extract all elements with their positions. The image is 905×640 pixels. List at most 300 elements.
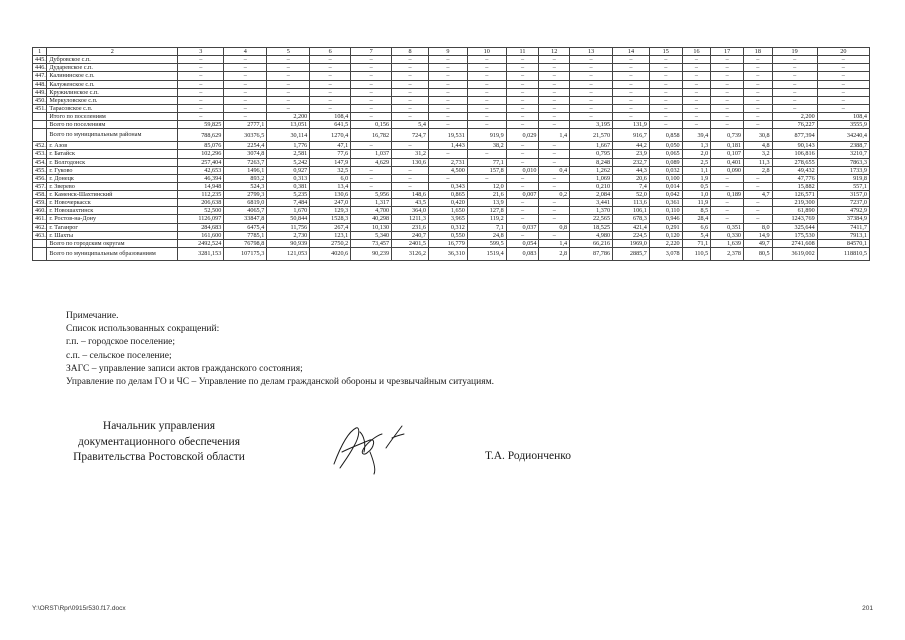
value-cell: – [428, 113, 467, 121]
value-cell: – [178, 113, 224, 121]
value-cell: 1496,1 [224, 166, 267, 174]
column-number-header: 3 [178, 48, 224, 56]
value-cell: – [744, 174, 773, 182]
value-cell: – [744, 104, 773, 112]
value-cell: – [613, 88, 650, 96]
value-cell: 21,6 [467, 191, 506, 199]
value-cell: 206,638 [178, 199, 224, 207]
value-cell: – [744, 56, 773, 64]
table-row [33, 207, 870, 215]
territory-name-cell: Калининское с.п. [47, 72, 178, 80]
value-cell: 0,927 [267, 166, 310, 174]
value-cell: – [506, 215, 539, 223]
value-cell: – [267, 88, 310, 96]
value-cell: 0,054 [506, 239, 539, 247]
value-cell: – [224, 104, 267, 112]
value-cell: – [392, 96, 429, 104]
value-cell: – [178, 96, 224, 104]
table-row [33, 174, 870, 182]
value-cell: – [649, 56, 682, 64]
value-cell: – [539, 56, 570, 64]
data-table [32, 47, 870, 261]
row-number-cell: 450. [33, 96, 47, 104]
value-cell: 15,882 [772, 182, 817, 190]
value-cell: 108,4 [310, 113, 351, 121]
value-cell: 44,2 [613, 142, 650, 150]
value-cell: 240,7 [392, 231, 429, 239]
value-cell: – [711, 56, 744, 64]
value-cell: – [817, 56, 869, 64]
value-cell: 231,6 [392, 223, 429, 231]
value-cell: 119,2 [467, 215, 506, 223]
handwritten-signature [330, 418, 410, 476]
value-cell: – [428, 64, 467, 72]
value-cell: – [506, 88, 539, 96]
value-cell: – [224, 88, 267, 96]
value-cell: 130,6 [392, 158, 429, 166]
value-cell: 90,239 [351, 247, 392, 260]
value-cell: 1,4 [539, 129, 570, 142]
value-cell: – [178, 64, 224, 72]
value-cell: 421,4 [613, 223, 650, 231]
value-cell: 7,1 [467, 223, 506, 231]
value-cell: 2777,1 [224, 121, 267, 129]
value-cell: – [613, 104, 650, 112]
value-cell: 1,776 [267, 142, 310, 150]
value-cell: – [649, 80, 682, 88]
value-cell: 11,9 [682, 199, 711, 207]
value-cell: – [351, 80, 392, 88]
value-cell: – [506, 80, 539, 88]
value-cell: 0,042 [649, 191, 682, 199]
table-row [33, 56, 870, 64]
value-cell: 84570,1 [817, 239, 869, 247]
value-cell: 13,4 [310, 182, 351, 190]
value-cell: 0,351 [711, 223, 744, 231]
value-cell: 8,0 [744, 223, 773, 231]
territory-name-cell: Всего по городским округам [47, 239, 178, 247]
value-cell: – [539, 199, 570, 207]
value-cell: 3074,8 [224, 150, 267, 158]
value-cell: – [649, 96, 682, 104]
value-cell: 1,9 [682, 174, 711, 182]
value-cell: 77,6 [310, 150, 351, 158]
value-cell: – [649, 88, 682, 96]
value-cell: 1,639 [711, 239, 744, 247]
value-cell: 5,956 [351, 191, 392, 199]
value-cell: 18,525 [570, 223, 613, 231]
value-cell: 90,143 [772, 142, 817, 150]
value-cell: 2,200 [267, 113, 310, 121]
value-cell: – [711, 80, 744, 88]
value-cell: – [351, 64, 392, 72]
value-cell: 106,816 [772, 150, 817, 158]
value-cell: 0,291 [649, 223, 682, 231]
value-cell: 61,890 [772, 207, 817, 215]
value-cell: 5,242 [267, 158, 310, 166]
value-cell: 0,090 [711, 166, 744, 174]
value-cell: 0,083 [506, 247, 539, 260]
value-cell: – [506, 72, 539, 80]
value-cell: 22,565 [570, 215, 613, 223]
row-number-cell [33, 121, 47, 129]
value-cell: – [744, 182, 773, 190]
value-cell: 8,248 [570, 158, 613, 166]
value-cell: – [428, 88, 467, 96]
column-number-header: 10 [467, 48, 506, 56]
table-row [33, 150, 870, 158]
table-row [33, 231, 870, 239]
row-number-cell: 451. [33, 104, 47, 112]
column-number-header: 8 [392, 48, 429, 56]
value-cell: 38,2 [467, 142, 506, 150]
value-cell: – [711, 96, 744, 104]
value-cell: 123,1 [310, 231, 351, 239]
value-cell: 47,776 [772, 174, 817, 182]
value-cell: – [682, 64, 711, 72]
value-cell: – [817, 104, 869, 112]
value-cell: – [267, 96, 310, 104]
footer-file-path: Y:\ORST\Rpr\0915r530.f17.docx [32, 605, 126, 612]
value-cell: – [711, 207, 744, 215]
value-cell: – [539, 104, 570, 112]
value-cell: – [506, 174, 539, 182]
value-cell: 1,0 [682, 191, 711, 199]
value-cell: 0,014 [649, 182, 682, 190]
value-cell: 5,340 [351, 231, 392, 239]
value-cell: 224,5 [613, 231, 650, 239]
value-cell: 16,779 [428, 239, 467, 247]
value-cell: – [711, 113, 744, 121]
table-row [33, 166, 870, 174]
value-cell: – [267, 104, 310, 112]
row-number-cell: 446. [33, 64, 47, 72]
value-cell: 39,4 [682, 129, 711, 142]
value-cell: 0,420 [428, 199, 467, 207]
value-cell: 0,110 [649, 207, 682, 215]
value-cell: – [539, 96, 570, 104]
value-cell: 28,4 [682, 215, 711, 223]
column-number-header: 15 [649, 48, 682, 56]
value-cell: – [178, 88, 224, 96]
value-cell: – [539, 158, 570, 166]
value-cell: – [539, 113, 570, 121]
value-cell: – [649, 113, 682, 121]
value-cell: 1243,769 [772, 215, 817, 223]
value-cell: 11,756 [267, 223, 310, 231]
territory-name-cell: Кружилинское с.п. [47, 88, 178, 96]
territory-name-cell: г. Азов [47, 142, 178, 150]
value-cell: 6,0 [310, 174, 351, 182]
value-cell: 1519,4 [467, 247, 506, 260]
notes-title: Примечание. [66, 311, 119, 321]
table-row [33, 121, 870, 129]
value-cell: – [351, 142, 392, 150]
value-cell: 23,9 [613, 150, 650, 158]
value-cell: 130,6 [310, 191, 351, 199]
value-cell: – [711, 199, 744, 207]
row-number-cell: 455. [33, 166, 47, 174]
value-cell: – [682, 56, 711, 64]
value-cell: 12,0 [467, 182, 506, 190]
value-cell: 0,795 [570, 150, 613, 158]
column-number-header: 9 [428, 48, 467, 56]
value-cell: 232,7 [613, 158, 650, 166]
value-cell: – [649, 121, 682, 129]
table-row [33, 80, 870, 88]
row-number-cell: 445. [33, 56, 47, 64]
value-cell: 13,9 [467, 199, 506, 207]
value-cell: – [224, 64, 267, 72]
value-cell: – [744, 121, 773, 129]
value-cell: 3619,002 [772, 247, 817, 260]
value-cell: 30376,5 [224, 129, 267, 142]
value-cell: – [310, 96, 351, 104]
value-cell: 0,4 [539, 166, 570, 174]
value-cell: 107175,3 [224, 247, 267, 260]
value-cell: – [428, 80, 467, 88]
value-cell: 13,051 [267, 121, 310, 129]
page-number: 201 [862, 605, 873, 612]
value-cell: 43,5 [392, 199, 429, 207]
value-cell: – [711, 88, 744, 96]
value-cell: 284,683 [178, 223, 224, 231]
territory-name-cell: г. Донецк [47, 174, 178, 182]
value-cell: 44,3 [613, 166, 650, 174]
value-cell: 110,5 [682, 247, 711, 260]
value-cell: 3,2 [744, 150, 773, 158]
territory-name-cell: Калуженское с.п. [47, 80, 178, 88]
value-cell: – [351, 113, 392, 121]
value-cell: 0,065 [649, 150, 682, 158]
signatory-title-line: Правительства Ростовской области [73, 451, 245, 463]
value-cell: 278,655 [772, 158, 817, 166]
value-cell: – [539, 207, 570, 215]
value-cell: – [467, 96, 506, 104]
value-cell: – [392, 80, 429, 88]
value-cell: 724,7 [392, 129, 429, 142]
value-cell: – [711, 174, 744, 182]
value-cell: 49,7 [744, 239, 773, 247]
value-cell: – [539, 142, 570, 150]
value-cell: – [711, 64, 744, 72]
value-cell: 161,600 [178, 231, 224, 239]
value-cell: – [428, 72, 467, 80]
value-cell: – [467, 150, 506, 158]
value-cell: – [539, 231, 570, 239]
value-cell: 2750,2 [310, 239, 351, 247]
column-number-header: 7 [351, 48, 392, 56]
territory-name-cell: Итого по поселениям [47, 113, 178, 121]
value-cell: – [682, 104, 711, 112]
value-cell: 30,8 [744, 129, 773, 142]
value-cell: 3,078 [649, 247, 682, 260]
value-cell: – [178, 80, 224, 88]
value-cell: 0,343 [428, 182, 467, 190]
value-cell: 77,1 [467, 158, 506, 166]
value-cell: 1733,9 [817, 166, 869, 174]
value-cell: – [817, 88, 869, 96]
value-cell: 0,401 [711, 158, 744, 166]
value-cell: 102,296 [178, 150, 224, 158]
value-cell: – [267, 80, 310, 88]
value-cell: 66,216 [570, 239, 613, 247]
value-cell: – [539, 182, 570, 190]
value-cell: 2,084 [570, 191, 613, 199]
value-cell: 0,107 [711, 150, 744, 158]
territory-name-cell: г. Волгодонск [47, 158, 178, 166]
value-cell: 877,394 [772, 129, 817, 142]
value-cell: 59,825 [178, 121, 224, 129]
row-number-cell [33, 239, 47, 247]
value-cell: 3,965 [428, 215, 467, 223]
notes-item: ЗАГС – управление записи актов гражданского состояния; [66, 363, 303, 374]
column-number-header: 14 [613, 48, 650, 56]
value-cell: – [224, 80, 267, 88]
value-cell: – [506, 64, 539, 72]
table-row [33, 88, 870, 96]
value-cell: 4,7 [744, 191, 773, 199]
notes-item: Управление по делам ГО и ЧС – Управление по делам гражданской обороны и чрезвычайным ситуациям. [66, 377, 494, 388]
value-cell: 106,1 [613, 207, 650, 215]
value-cell: 0,550 [428, 231, 467, 239]
table-body [33, 48, 870, 261]
value-cell: 127,8 [467, 207, 506, 215]
value-cell: – [613, 72, 650, 80]
value-cell: 30,114 [267, 129, 310, 142]
value-cell: 1,037 [351, 150, 392, 158]
value-cell: – [506, 158, 539, 166]
column-number-header: 2 [47, 48, 178, 56]
territory-name-cell: г. Новочеркасск [47, 199, 178, 207]
value-cell: 1,1 [682, 166, 711, 174]
value-cell: – [682, 113, 711, 121]
value-cell: 8,5 [682, 207, 711, 215]
notes-item: г.п. – городское поселение; [66, 337, 176, 348]
value-cell: 42,653 [178, 166, 224, 174]
value-cell: – [351, 88, 392, 96]
territory-name-cell: г. Зверево [47, 182, 178, 190]
value-cell: 0,189 [711, 191, 744, 199]
value-cell: 1270,4 [310, 129, 351, 142]
value-cell: 2799,3 [224, 191, 267, 199]
value-cell: 1,4 [539, 239, 570, 247]
territory-name-cell: г. Батайск [47, 150, 178, 158]
value-cell: – [539, 174, 570, 182]
value-cell: 118810,5 [817, 247, 869, 260]
value-cell: 112,235 [178, 191, 224, 199]
value-cell: – [506, 199, 539, 207]
value-cell: – [744, 88, 773, 96]
value-cell: – [392, 142, 429, 150]
value-cell: 4,980 [570, 231, 613, 239]
value-cell: 3,441 [570, 199, 613, 207]
value-cell: – [310, 104, 351, 112]
value-cell: 19,531 [428, 129, 467, 142]
column-number-header: 12 [539, 48, 570, 56]
value-cell: – [682, 88, 711, 96]
value-cell: 1,069 [570, 174, 613, 182]
value-cell: – [392, 72, 429, 80]
value-cell: 7263,7 [224, 158, 267, 166]
value-cell: – [649, 64, 682, 72]
table-row [33, 113, 870, 121]
value-cell: – [613, 56, 650, 64]
value-cell: 31,2 [392, 150, 429, 158]
value-cell: 893,2 [224, 174, 267, 182]
value-cell: – [506, 150, 539, 158]
value-cell: – [682, 72, 711, 80]
value-cell: – [428, 174, 467, 182]
notes-section [66, 310, 494, 389]
value-cell: 2,581 [267, 150, 310, 158]
value-cell: 4,700 [351, 207, 392, 215]
row-number-cell [33, 113, 47, 121]
value-cell: 4,629 [351, 158, 392, 166]
value-cell: 4,500 [428, 166, 467, 174]
table-row [33, 129, 870, 142]
value-cell: – [351, 96, 392, 104]
value-cell: – [392, 56, 429, 64]
signatory-name: Т.А. Родионченко [485, 450, 572, 462]
value-cell: 267,4 [310, 223, 351, 231]
value-cell: – [506, 121, 539, 129]
value-cell: 0,5 [682, 182, 711, 190]
value-cell: 7863,3 [817, 158, 869, 166]
territory-name-cell: г. Каменск-Шахтинский [47, 191, 178, 199]
value-cell: – [649, 72, 682, 80]
value-cell: – [772, 72, 817, 80]
value-cell: – [570, 88, 613, 96]
value-cell: – [428, 104, 467, 112]
value-cell: 16,782 [351, 129, 392, 142]
value-cell: 0,312 [428, 223, 467, 231]
value-cell: – [649, 104, 682, 112]
value-cell: – [224, 113, 267, 121]
value-cell: – [744, 96, 773, 104]
territory-name-cell: Всего по муниципальным районам [47, 129, 178, 142]
value-cell: – [744, 72, 773, 80]
value-cell: 0,120 [649, 231, 682, 239]
value-cell: – [613, 80, 650, 88]
value-cell: 0,050 [649, 142, 682, 150]
value-cell: 33847,8 [224, 215, 267, 223]
value-cell: – [570, 56, 613, 64]
territory-name-cell: Всего по поселениям [47, 121, 178, 129]
territory-name-cell: Тарасовское с.п. [47, 104, 178, 112]
territory-name-cell: Дубровское с.п. [47, 56, 178, 64]
value-cell: – [428, 121, 467, 129]
value-cell: – [817, 72, 869, 80]
value-cell: – [711, 182, 744, 190]
table-row [33, 104, 870, 112]
value-cell: – [310, 88, 351, 96]
value-cell: 46,394 [178, 174, 224, 182]
value-cell: 2741,608 [772, 239, 817, 247]
value-cell: – [744, 207, 773, 215]
value-cell: – [711, 121, 744, 129]
value-cell: 24,8 [467, 231, 506, 239]
territory-name-cell: Дударевское с.п. [47, 64, 178, 72]
table-row [33, 239, 870, 247]
value-cell: 0,330 [711, 231, 744, 239]
value-cell: – [744, 80, 773, 88]
table-row [33, 158, 870, 166]
value-cell: 2,220 [649, 239, 682, 247]
value-cell: 6819,0 [224, 199, 267, 207]
value-cell: 0,361 [649, 199, 682, 207]
value-cell: 129,3 [310, 207, 351, 215]
